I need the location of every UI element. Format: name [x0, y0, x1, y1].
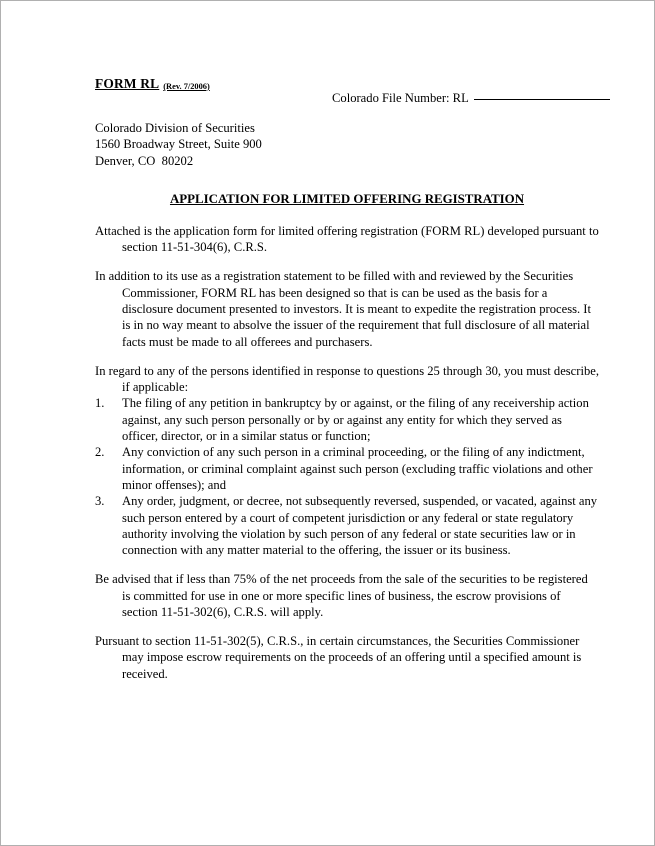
file-number-field: [332, 90, 610, 106]
paragraph-in-regard: In regard to any of the persons identified in response to questions 25 through 30, you must describe, if applicable:: [95, 363, 600, 394]
list-item-text: Any conviction of any such person in a criminal proceeding, or the filing of any indictment, information, or criminal complaint against such person (excluding traffic violations and other minor offenses); and: [122, 445, 593, 493]
list-item-marker: 3.: [95, 494, 105, 509]
paragraph-be-advised: Be advised that if less than 75% of the net proceeds from the sale of the securities to be registered is committed for use in one or more specific lines of business, the escrow provisions of section 11-51-302(6), C.R.S. will apply.: [95, 572, 588, 620]
list-item-marker: 2.: [95, 445, 105, 460]
page-title: [95, 191, 599, 208]
list-item: [95, 493, 599, 558]
agency-street: 1560 Broadway Street, Suite 900: [95, 137, 262, 152]
paragraph-attached: Attached is the application form for limited offering registration (FORM RL) developed pursuant to section 11-51-304(6), C.R.S.: [95, 224, 599, 255]
file-number-blank-rule[interactable]: [474, 99, 610, 100]
list-item-marker: 1.: [95, 396, 105, 411]
list-item: [95, 444, 599, 493]
agency-city-state-zip: Denver, CO 80202: [95, 153, 194, 168]
agency-address: [95, 120, 262, 169]
list-item-text: Any order, judgment, or decree, not subsequently reversed, suspended, or vacated, against any such person entered by a court of competent jurisdiction or any federal or state regulatory authority involving the violation by such person of any federal or state securities law or in connection with any matter material to the offering, the issuer or its business.: [122, 494, 598, 558]
agency-name: Colorado Division of Securities: [95, 121, 255, 135]
page-title-text: APPLICATION FOR LIMITED OFFERING REGISTRATION: [169, 192, 525, 206]
form-name: FORM RL: [95, 76, 160, 91]
file-number-label: Colorado File Number: RL: [332, 91, 469, 105]
list-item: [95, 395, 599, 444]
list-item-text: The filing of any petition in bankruptcy by or against, or the filing of any receivership action against, any such person personally or by or against any entity for which they served as officer, director, or in a similar status or function;: [122, 396, 589, 443]
paragraph-pursuant: Pursuant to section 11-51-302(5), C.R.S., in certain circumstances, the Securities Commissioner may impose escrow requirements on the proceeds of an offering until a specified amount is received.: [95, 633, 582, 681]
document-body: [95, 223, 599, 694]
form-header: [95, 75, 210, 92]
form-revision: (Rev. 7/2006): [163, 82, 210, 91]
numbered-list: [95, 395, 599, 559]
paragraph-in-addition: In addition to its use as a registration statement to be filled with and reviewed by the Securities Commissioner, FORM RL has been designed so that is can be used as the basis for a disclosure document presented to investors. It is meant to expedite the registration process. It is in no way meant to absolve the issuer of the requirement that full disclosure of all material facts must be made to all offerees and purchasers.: [95, 269, 591, 349]
